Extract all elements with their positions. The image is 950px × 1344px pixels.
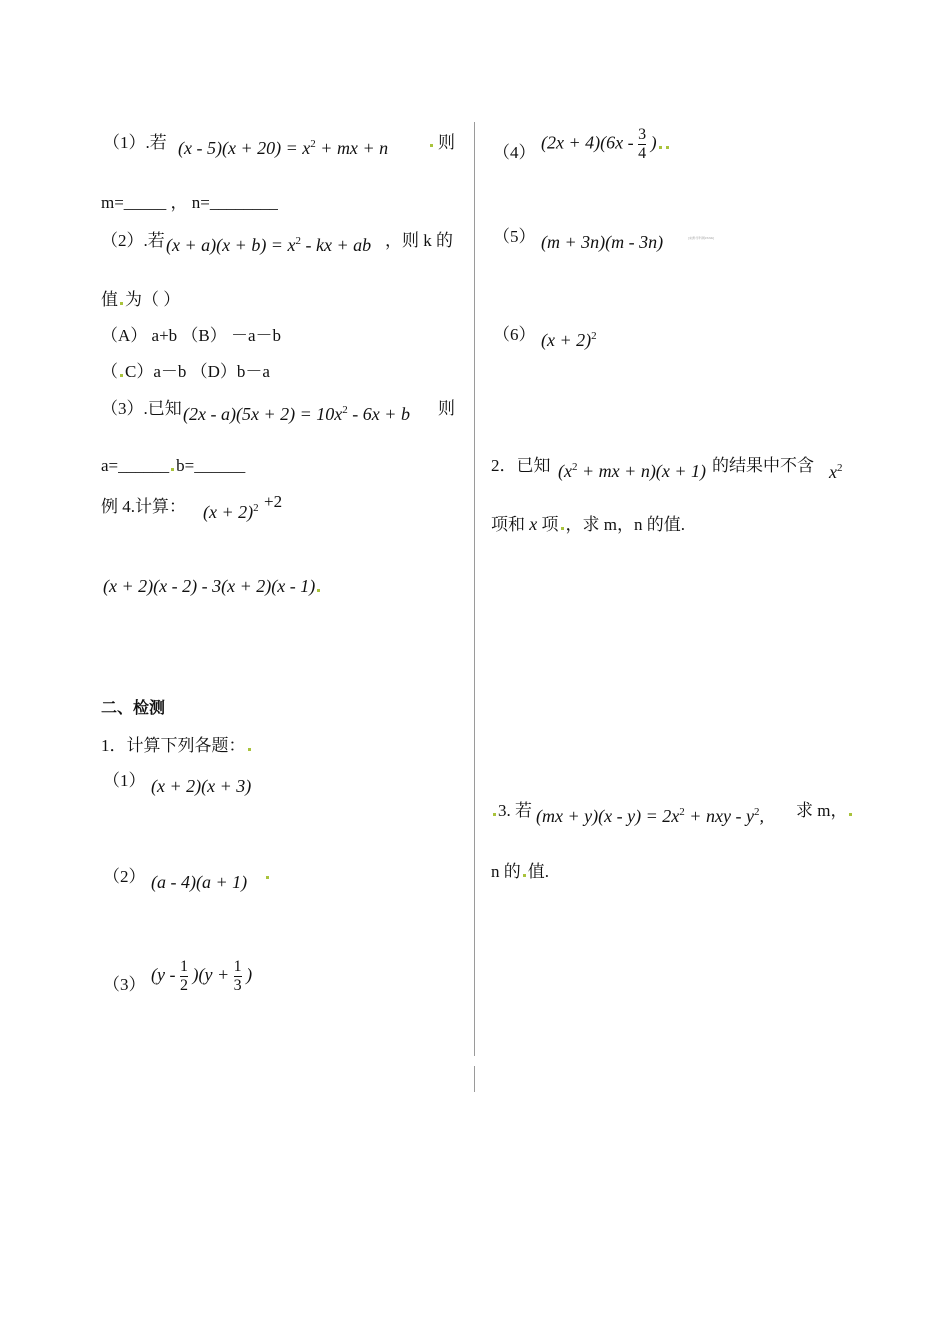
right-q3-formula: $(mx + y)(x - y) = 2x^2$ + nxy - $y^2$, bbox=[536, 806, 764, 826]
problem2-label: （2） bbox=[103, 867, 146, 886]
example4-plus: +2 bbox=[264, 492, 283, 511]
right-q3-label: 3. 若 bbox=[491, 796, 532, 821]
example4-label: 例 4.计算： bbox=[101, 497, 186, 516]
section-instructions: 1．计算下列各题： bbox=[101, 731, 253, 756]
right-q2-label: 2．已知 bbox=[491, 456, 551, 475]
q2-options-ab: （A） a+b （B） －a－b bbox=[101, 326, 282, 345]
section-heading: 二、检测 bbox=[101, 698, 166, 717]
problem1-label: （1） bbox=[103, 771, 146, 790]
q1-formula: $(x - 5)(x + 20) = x^2$ + mx + n bbox=[178, 138, 389, 158]
right-q2-suffix: 的结果中不含 bbox=[712, 456, 814, 475]
q2-suffix: ，则 k 的 bbox=[385, 231, 453, 250]
right-q2-x2: $x^2$ bbox=[829, 462, 843, 482]
q1-answer-line: m=_____ ， n=________ bbox=[101, 193, 278, 212]
q1-suffix: 则 bbox=[438, 133, 455, 152]
watermark-text: [来源:学科网ZXXK] bbox=[688, 236, 715, 240]
problem6-label: （6） bbox=[493, 325, 536, 344]
problem4-label: （4） bbox=[493, 143, 536, 162]
q2-formula: $(x + a)(x + b) = x^2$ - kx + ab bbox=[166, 235, 372, 255]
column-divider bbox=[474, 122, 475, 1056]
example4-formula2: (x + 2)(x - 2) - 3(x + 2)(x - 1) bbox=[103, 576, 322, 597]
q3-label: （3）.已知 bbox=[101, 399, 182, 418]
problem5-label: （5） bbox=[493, 227, 536, 246]
problem3-formula: (y - $\frac{1}{2}$ )(y + $\frac{1}{3}$ ) bbox=[151, 958, 253, 994]
problem4-formula: (2x + 4)(6x - $\frac{3}{4}$ ) bbox=[541, 126, 671, 163]
right-q3-suffix: 求 m， bbox=[796, 796, 854, 821]
column-divider-lower bbox=[474, 1066, 475, 1092]
q2-options-cd: （ C）a－b （D）b－a bbox=[101, 362, 270, 381]
q3-formula: $(2x - a)(5x + 2) = 10x^2 - 6x + b$ bbox=[183, 404, 410, 424]
problem1-formula: (x + 2)(x + 3) bbox=[151, 776, 252, 796]
problem6-formula: $(x + 2)^2$ bbox=[541, 330, 597, 350]
problem2-formula: (a - 4)(a + 1) bbox=[151, 872, 248, 892]
example4-formula: $(x + 2)^2$ bbox=[203, 502, 259, 522]
q3-suffix: 则 bbox=[438, 399, 455, 418]
marker-dot bbox=[266, 876, 269, 879]
q2-line2: 值 为（ ） bbox=[101, 290, 181, 309]
q3-answer-line: a=______ b=______ bbox=[101, 456, 246, 475]
right-q2-line2: 项和 x 项 ，求 m，n 的值. bbox=[491, 514, 685, 534]
q1-label: （1）.若 bbox=[103, 133, 167, 152]
right-q3-line2: n 的 值. bbox=[491, 862, 549, 881]
problem5-formula: (m + 3n)(m - 3n) bbox=[541, 232, 664, 252]
problem3-label: （3） bbox=[103, 975, 146, 994]
right-q2-formula: ($x^2$ + mx + n)(x + 1) bbox=[558, 461, 706, 481]
marker-dot bbox=[430, 144, 433, 147]
q2-label: （2）.若 bbox=[101, 231, 165, 250]
